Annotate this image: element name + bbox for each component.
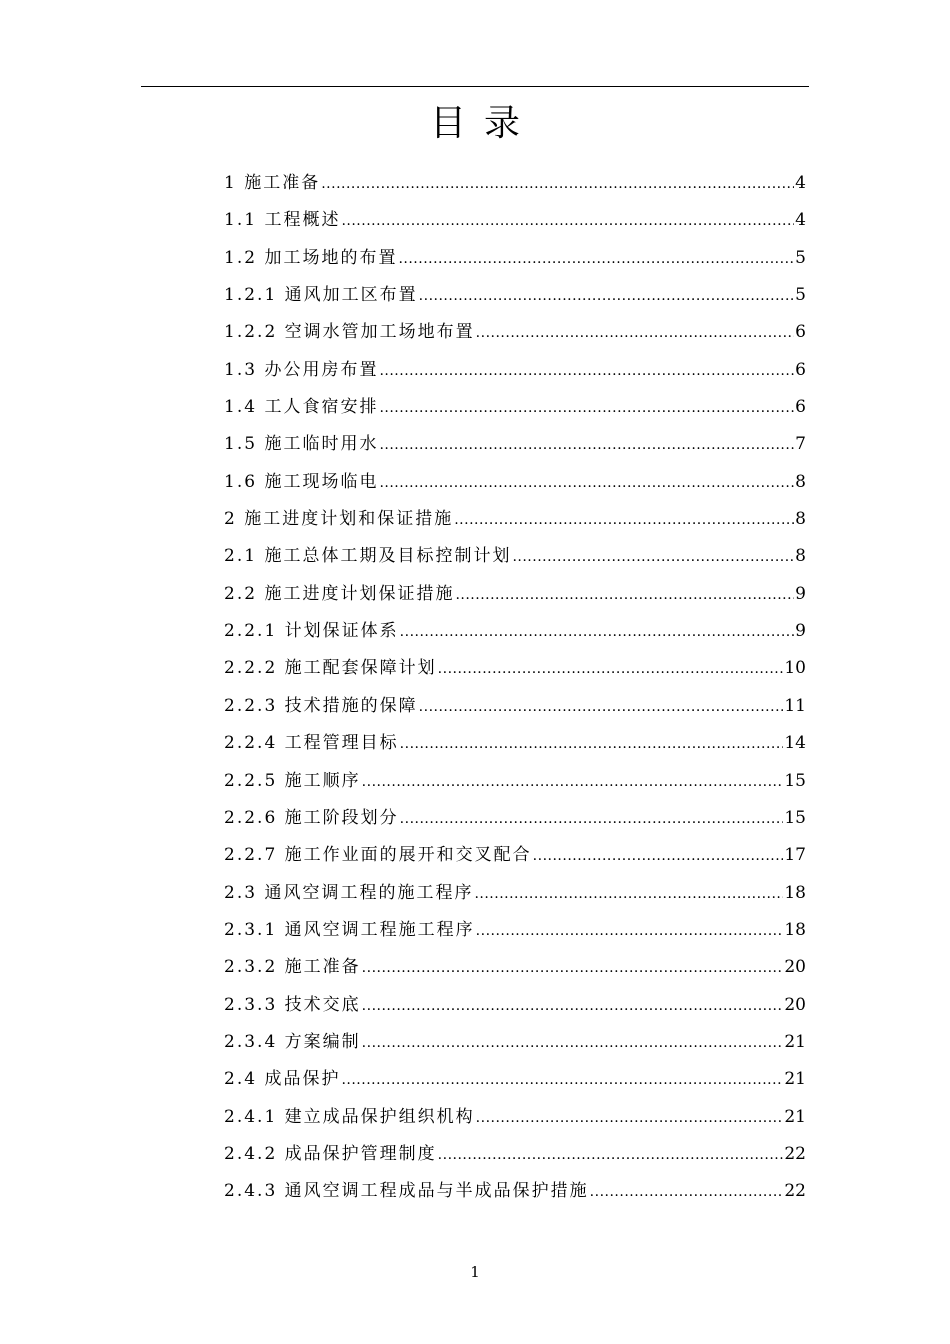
toc-entry-label: 2.2.4 工程管理目标 — [224, 733, 399, 754]
toc-entry[interactable] — [224, 693, 806, 730]
toc-entry[interactable] — [224, 431, 806, 468]
toc-entry[interactable] — [224, 282, 806, 319]
toc-entry[interactable] — [224, 992, 806, 1029]
toc-title: 目录 — [429, 103, 538, 144]
toc-entry-label: 2.2.6 施工阶段划分 — [224, 807, 399, 828]
toc-entry-page: 18 — [784, 919, 806, 940]
toc-dot-leader — [379, 432, 794, 458]
toc-entry[interactable] — [224, 917, 806, 954]
toc-entry-page: 6 — [795, 322, 806, 343]
toc-entry-label: 2 施工进度计划和保证措施 — [224, 509, 454, 530]
toc-dot-leader — [398, 246, 794, 272]
header-rule — [141, 86, 809, 87]
toc-entry-page: 15 — [784, 807, 806, 828]
toc-entry-label: 1 施工准备 — [224, 173, 321, 193]
toc-entry-page: 10 — [784, 658, 806, 679]
toc-entry[interactable] — [224, 1066, 806, 1103]
toc-entry[interactable] — [224, 357, 806, 394]
toc-entry[interactable] — [224, 655, 806, 692]
toc-entry-label: 1.1 工程概述 — [224, 210, 341, 231]
toc-entry-page: 15 — [784, 770, 806, 791]
toc-entry-label: 1.4 工人食宿安排 — [224, 397, 379, 418]
page-number: 1 — [470, 1263, 480, 1281]
toc-entry[interactable] — [224, 1178, 806, 1215]
toc-entry-label: 2.3.3 技术交底 — [224, 994, 361, 1015]
toc-entry-page: 6 — [795, 359, 806, 380]
toc-entry-label: 2.1 施工总体工期及目标控制计划 — [224, 546, 512, 567]
toc-dot-leader — [476, 918, 784, 944]
toc-entry[interactable] — [224, 1141, 806, 1178]
toc-entry-page: 20 — [784, 957, 806, 978]
toc-dot-leader — [476, 320, 795, 346]
toc-dot-leader — [362, 1030, 784, 1056]
toc-dot-leader — [455, 582, 794, 608]
toc-entry-label: 2.3.4 方案编制 — [224, 1031, 361, 1052]
toc-entry-page: 21 — [784, 1031, 806, 1052]
toc-entry-page: 21 — [784, 1069, 806, 1090]
toc-entry-page: 18 — [784, 882, 806, 903]
toc-entry-page: 4 — [795, 210, 806, 231]
toc-entry-page: 8 — [795, 471, 806, 492]
toc-dot-leader — [474, 881, 783, 907]
toc-entry-label: 2.2.5 施工顺序 — [224, 770, 361, 791]
toc-dot-leader — [341, 1067, 783, 1093]
toc-entry-label: 1.2.2 空调水管加工场地布置 — [224, 322, 475, 343]
toc-entry[interactable] — [224, 207, 806, 244]
toc-dot-leader — [533, 843, 784, 869]
toc-entry-page: 22 — [784, 1181, 806, 1202]
toc-dot-leader — [512, 544, 794, 570]
toc-entry[interactable] — [224, 954, 806, 991]
toc-entry[interactable] — [224, 319, 806, 356]
toc-entry-page: 7 — [795, 434, 806, 455]
toc-dot-leader — [419, 694, 784, 720]
toc-dot-leader — [362, 993, 784, 1019]
toc-dot-leader — [419, 283, 795, 309]
toc-entry-label: 2.4.1 建立成品保护组织机构 — [224, 1106, 475, 1127]
toc-entry-label: 2.4.3 通风空调工程成品与半成品保护措施 — [224, 1181, 589, 1202]
toc-entry-label: 2.4.2 成品保护管理制度 — [224, 1143, 437, 1164]
toc-entry-page: 20 — [784, 994, 806, 1015]
toc-entry[interactable] — [224, 618, 806, 655]
toc-entry-page: 6 — [795, 397, 806, 418]
toc-entry-page: 21 — [784, 1106, 806, 1127]
toc-dot-leader — [341, 208, 794, 234]
toc-entry-label: 1.2.1 通风加工区布置 — [224, 285, 418, 306]
toc-entry-page: 8 — [795, 509, 806, 530]
toc-entry-label: 2.3.1 通风空调工程施工程序 — [224, 919, 475, 940]
toc-entry[interactable] — [224, 842, 806, 879]
toc-entry[interactable] — [224, 469, 806, 506]
toc-dot-leader — [379, 395, 794, 421]
toc-entry-label: 2.2.7 施工作业面的展开和交叉配合 — [224, 845, 532, 866]
toc-dot-leader — [400, 806, 784, 832]
toc-entry-label: 1.2 加工场地的布置 — [224, 247, 398, 268]
toc-entry[interactable] — [224, 394, 806, 431]
toc-dot-leader — [362, 769, 784, 795]
toc-dot-leader — [476, 1105, 784, 1131]
toc-entry-page: 8 — [795, 546, 806, 567]
toc-dot-leader — [438, 1142, 784, 1168]
toc-entry[interactable] — [224, 245, 806, 282]
toc-entry-page: 17 — [784, 845, 806, 866]
toc-entry[interactable] — [224, 768, 806, 805]
toc-dot-leader — [400, 619, 795, 645]
toc-entry-label: 1.5 施工临时用水 — [224, 434, 379, 455]
toc-dot-leader — [321, 171, 794, 197]
toc-dot-leader — [590, 1179, 784, 1205]
toc-entry-page: 11 — [784, 695, 806, 716]
toc-dot-leader — [379, 358, 794, 384]
toc-entry-page: 9 — [795, 621, 806, 642]
toc-entry[interactable] — [224, 805, 806, 842]
toc-entry[interactable] — [224, 170, 806, 207]
toc-entry[interactable] — [224, 543, 806, 580]
toc-entry[interactable] — [224, 1029, 806, 1066]
toc-entry[interactable] — [224, 506, 806, 543]
toc-entry-label: 2.2.1 计划保证体系 — [224, 621, 399, 642]
toc-dot-leader — [438, 656, 784, 682]
toc-entry-page: 5 — [795, 285, 806, 306]
toc-entry[interactable] — [224, 880, 806, 917]
toc-entry-page: 9 — [795, 583, 806, 604]
toc-dot-leader — [400, 731, 784, 757]
toc-entry-label: 1.6 施工现场临电 — [224, 471, 379, 492]
toc-dot-leader — [454, 507, 794, 533]
toc-list — [224, 170, 806, 1216]
toc-entry-page: 14 — [784, 733, 806, 754]
toc-entry[interactable] — [224, 1104, 806, 1141]
toc-dot-leader — [379, 470, 794, 496]
toc-entry-label: 2.2 施工进度计划保证措施 — [224, 583, 455, 604]
toc-entry-page: 4 — [795, 173, 806, 193]
toc-dot-leader — [362, 955, 784, 981]
toc-entry-label: 2.3 通风空调工程的施工程序 — [224, 882, 474, 903]
toc-entry-page: 5 — [795, 247, 806, 268]
toc-entry-label: 2.3.2 施工准备 — [224, 957, 361, 978]
toc-entry-label: 1.3 办公用房布置 — [224, 359, 379, 380]
toc-entry-page: 22 — [784, 1143, 806, 1164]
toc-entry[interactable] — [224, 730, 806, 767]
toc-entry-label: 2.2.3 技术措施的保障 — [224, 695, 418, 716]
toc-entry[interactable] — [224, 581, 806, 618]
toc-entry-label: 2.4 成品保护 — [224, 1069, 341, 1090]
toc-entry-label: 2.2.2 施工配套保障计划 — [224, 658, 437, 679]
